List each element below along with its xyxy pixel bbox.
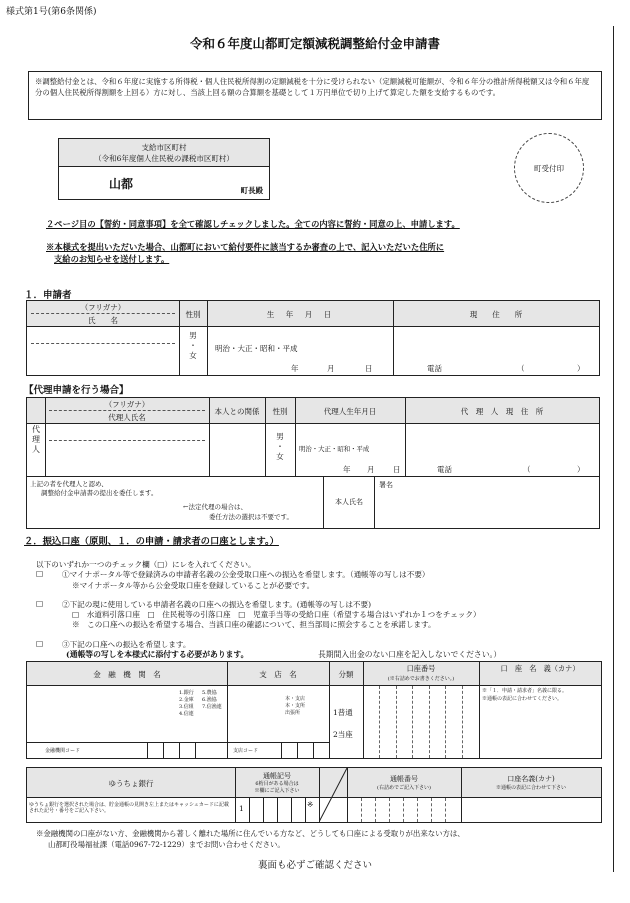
stamp-label: 町受付印 [534, 163, 564, 173]
footer-note-2: 山都町役場福祉課（電話0967-72-1229）までお問い合わせください。 [48, 840, 285, 849]
proxy-side-label: 代理人 [31, 425, 41, 455]
notice2-line1: ※本様式を提出いただいた場合、山都町において給付要件に該当するか審査の上で、記入いただいた住所に [46, 242, 445, 252]
applicant-birth-label: 生 年 月 日 [266, 309, 334, 319]
reception-stamp [514, 133, 584, 203]
bank-holder-note-1: ※「１．申請・請求者」名義に限る。 [482, 688, 568, 694]
option3-text: ③下記の口座への振込を希望します。 [62, 640, 191, 649]
bank-intro: 以下のいずれか一つのチェック欄（□）にレを入れてください。 [36, 560, 256, 569]
applicant-furigana-input[interactable] [31, 328, 175, 342]
proxy-name-label: 代理人氏名 [108, 413, 146, 422]
category-ordinary[interactable]: 1普通 [333, 708, 353, 717]
option2-subchoices[interactable]: □ 水道料引落口座 □ 住民税等の引落口座 □ 児童手当等の受給口座（希望する場合はいずれか１つをチェック） [72, 610, 481, 619]
yucho-holder-label: 口座名義(カナ) [507, 775, 555, 783]
yucho-number-label: 通帳番号 [390, 775, 418, 783]
footer-note-1: ※金融機関の口座がない方、金融機関から著しく離れた場所に住んでいる方など、どうしても口座による受取りが出来ない方は、 [36, 829, 465, 838]
yucho-holder-note: ※通帳の表記に合わせて下さい [495, 785, 566, 791]
bank-table [26, 661, 602, 759]
yucho-table [26, 767, 602, 823]
option1-text: ①マイナポータル等で登録済みの申請者名義の公金受取口座への振込を希望します。（通帳等の写しは不要） [62, 570, 430, 579]
option2-note: ※ この口座への振込を希望する場合、当該口座の確認について、担当部局に照会することを承諾します。 [72, 620, 436, 629]
proxy-birth-label: 代理人生年月日 [323, 406, 377, 416]
option3-note: 長期間入出金のない口座を記入しないでください。） [318, 650, 502, 659]
yucho-number-input[interactable] [347, 798, 461, 822]
branch-kind-2[interactable]: 本・支所 [285, 703, 306, 709]
bank-institution-header: 金 融 機 関 名 [93, 669, 161, 679]
branch-kind-3[interactable]: 出張所 [285, 710, 301, 716]
bank-section-title: ２．振込口座（原則、１．の申請・請求者の口座とします。） [24, 536, 279, 547]
yucho-mark: ※ [307, 800, 314, 809]
bank-kind-4[interactable]: 4.信連 [179, 711, 194, 717]
proxy-phone-close: ） [577, 465, 585, 474]
delegate-text-3: ←法定代理の場合は、 [183, 503, 247, 511]
bank-name-input[interactable] [31, 688, 175, 738]
proxy-eras[interactable]: 明治・大正・昭和・平成 [299, 445, 370, 453]
applicant-address-label: 現 住 所 [469, 309, 523, 319]
municipality-box [58, 138, 270, 200]
bank-code-label: 金融機関コード [45, 748, 81, 754]
proxy-relation-input[interactable] [213, 426, 261, 472]
yucho-name: ゆうちょ銀行 [108, 778, 154, 788]
proxy-gender-options[interactable]: 男 ・ 女 [276, 432, 284, 461]
right-border [613, 26, 614, 872]
applicant-phone-label: 電話 [427, 364, 442, 373]
option3-checkbox[interactable]: □ [36, 639, 44, 648]
option1-note: ※マイナポータル等から公金受取口座を登録していることが必要です。 [72, 581, 315, 590]
yucho-note: ゆうちょ銀行を選択された場合は、貯金通帳の見開き左上またはキャッシュカードに記載された記号・番号をご記入下さい。 [29, 802, 229, 814]
bank-category-header: 分類 [338, 669, 354, 679]
proxy-address-label: 代 理 人 現 住 所 [460, 406, 544, 416]
mayor-suffix: 町長殿 [240, 186, 263, 195]
branch-kind-1[interactable]: 本・支店 [285, 696, 306, 702]
bank-code-input[interactable] [147, 742, 227, 758]
applicant-day-label: 日 [365, 364, 373, 373]
applicant-gender-label: 性別 [185, 309, 201, 319]
footer-reminder: 裏面も必ずご確認ください [257, 860, 372, 871]
proxy-section-title: 【代理申請を行う場合】 [24, 385, 129, 396]
yucho-holder-input[interactable] [463, 800, 599, 820]
proxy-furigana-label: （フリガナ） [104, 400, 150, 409]
bank-account-note: (※右詰めでお書きください。) [387, 676, 455, 682]
option2-text: ②下記の現に使用している申請者名義の口座への振込を希望します。(通帳等の写しは不要) [62, 600, 372, 609]
account-number-input[interactable] [363, 686, 479, 758]
applicant-month-label: 月 [327, 364, 335, 373]
municipality-subheader: （令和6年度個人住民税の課税市区町村） [94, 154, 234, 163]
applicant-gender-options[interactable]: 男 ・ 女 [189, 331, 197, 360]
option3-note-bold: (通帳等の写しを本様式に添付する必要があります。 [66, 650, 249, 659]
yucho-symbol-input[interactable]: 1 ※ [235, 798, 319, 822]
bank-kind-3[interactable]: 3.信組 [179, 704, 194, 710]
signature-input[interactable] [379, 490, 595, 526]
proxy-year-label: 年 [343, 465, 351, 474]
bank-kind-6[interactable]: 6.漁協 [202, 697, 217, 703]
delegate-text-1: 上記の者を代理人と認め、 [30, 480, 108, 488]
notice2-line2: 支給のお知らせを送付します。 [54, 254, 170, 264]
proxy-gender-label: 性別 [272, 406, 288, 416]
applicant-year-label: 年 [291, 364, 299, 373]
applicant-address-input[interactable] [397, 329, 597, 359]
proxy-furigana-input[interactable] [49, 426, 205, 439]
branch-code-label: 支店コード [233, 748, 259, 754]
form-number: 様式第1号(第6条関係) [6, 7, 97, 17]
applicant-furigana-label: （フリガナ） [80, 303, 126, 312]
applicant-phone-close: ） [577, 364, 585, 373]
applicant-name-input[interactable] [31, 345, 175, 373]
branch-code-input[interactable] [281, 742, 329, 758]
bank-kind-1[interactable]: 1.銀行 [179, 690, 194, 696]
applicant-phone-open: （ [517, 364, 525, 373]
option1-checkbox[interactable]: □ [36, 569, 44, 578]
bank-kind-7[interactable]: 7.信漁連 [202, 704, 222, 710]
bank-holder-header: 口 座 名 義（カナ） [500, 664, 580, 673]
yucho-symbol-label: 通帳記号 [263, 772, 291, 780]
option2-checkbox[interactable]: □ [36, 599, 44, 608]
delegate-text-2: 調整給付金申請書の提出を委任します。 [41, 489, 158, 497]
proxy-phone-open: （ [523, 465, 531, 474]
branch-name-input[interactable] [231, 688, 283, 738]
pledge-text: ２ページ目の【誓約・同意事項】を全て確認しチェックしました。全ての内容に誓約・同意の上、申請します。 [46, 219, 460, 229]
applicant-name-label: 氏 名 [88, 316, 118, 325]
notice-text: ※調整給付金とは、令和６年度に実施する所得税・個人住民税所得割の定額減税を十分に受けられない（定額減税可能額が、令和６年分の推計所得税額又は令和６年度分の個人住民税所得割額を上回る）方に対し、当該上回る額の合算額を基礎として１万円単位で切り上げて算定した額を支給するものです。 [35, 77, 590, 97]
delegate-text-4: 委任方法の選択は不要です。 [209, 513, 293, 521]
bank-kind-5[interactable]: 5.農協 [202, 690, 217, 696]
municipality-header: 支給市区町村 [141, 143, 187, 152]
yucho-slash [319, 768, 347, 822]
yucho-number-note: (右詰めでご記入下さい) [377, 785, 431, 791]
proxy-phone-label: 電話 [437, 465, 452, 474]
bank-branch-header: 支 店 名 [259, 669, 297, 679]
proxy-table [26, 397, 600, 529]
proxy-address-input[interactable] [409, 426, 597, 460]
page-title: 令和６年度山都町定額減税調整給付金申請書 [189, 36, 440, 51]
notice-box [28, 71, 602, 120]
category-current[interactable]: 2当座 [333, 730, 353, 739]
applicant-table [26, 300, 600, 376]
applicant-section-title: １．申請者 [24, 290, 72, 301]
yucho-symbol-note-1: 6桁目がある場合は [255, 781, 299, 787]
bank-kind-2[interactable]: 2.金庫 [179, 697, 194, 703]
yucho-symbol-note-2: ※欄にご記入下さい [254, 788, 300, 794]
proxy-month-label: 月 [367, 465, 375, 474]
municipality-name: 山都 [109, 177, 134, 191]
applicant-eras[interactable]: 明治・大正・昭和・平成 [215, 344, 298, 353]
signature-label: 署名 [379, 481, 393, 489]
proxy-relation-label: 本人との関係 [214, 406, 260, 416]
bank-account-header: 口座番号 [406, 664, 436, 673]
proxy-day-label: 日 [393, 465, 401, 474]
bank-holder-note-2: ※通帳の表記に合わせてください。 [482, 696, 563, 702]
person-name-label: 本人氏名 [335, 498, 363, 506]
proxy-name-input[interactable] [49, 442, 205, 472]
